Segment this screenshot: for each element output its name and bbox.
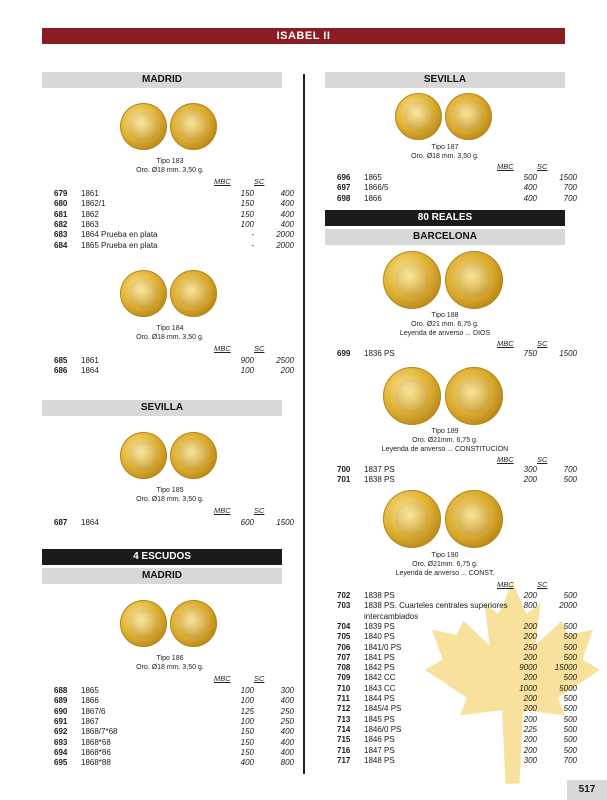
- table-row: [54, 716, 294, 727]
- cell-v1: -: [251, 240, 254, 250]
- table-row: [337, 601, 577, 611]
- cell-v1: 100: [240, 366, 254, 376]
- cell-v2: 500: [563, 694, 577, 703]
- cell-v2: 500: [563, 591, 577, 600]
- cell-v2: 1500: [276, 518, 294, 527]
- cell-desc: 1865: [364, 173, 382, 182]
- cell-v1: 400: [523, 193, 537, 203]
- cell-num: 707: [337, 652, 351, 662]
- table-row: [337, 724, 577, 735]
- cell-desc: 1836 PS: [364, 349, 395, 358]
- cell-desc: 1866: [364, 193, 382, 203]
- cell-v2: 500: [563, 632, 577, 642]
- cell-v2: 500: [563, 735, 577, 745]
- cell-num: 700: [337, 465, 351, 474]
- page-number: 517: [567, 780, 607, 800]
- cell-num: 691: [54, 716, 68, 726]
- tipo-spec: Oro. Ø18 mm. 3,50 g.: [136, 496, 204, 503]
- denomination-bar-80-reales: 80 REALES: [325, 210, 565, 226]
- cell-desc: 1842 PS: [364, 663, 395, 673]
- cell-v1: 800: [523, 601, 537, 611]
- cell-v1: 150: [240, 189, 254, 198]
- table-row: [54, 747, 294, 758]
- table-row: [337, 683, 577, 694]
- coin-caption-187: [375, 143, 515, 161]
- cell-desc: 1866/5: [364, 183, 389, 193]
- coin-caption-186: [100, 654, 240, 672]
- cell-v1: 100: [240, 219, 254, 229]
- cell-v1: 225: [523, 724, 537, 734]
- cell-v1: 250: [523, 642, 537, 652]
- col-header-mbc: MBC: [497, 580, 514, 589]
- cell-v1: 300: [523, 465, 537, 474]
- cell-num: 679: [54, 189, 68, 198]
- coin-caption-184: [100, 324, 240, 342]
- table-row: [54, 356, 294, 366]
- coin-image-tipo-190: [383, 490, 508, 550]
- cell-v2: 400: [280, 189, 294, 198]
- coin-reverse: [445, 93, 492, 140]
- section-title-bar: ISABEL II: [42, 28, 565, 44]
- cell-num: 712: [337, 704, 351, 714]
- col-header-mbc: MBC: [214, 344, 231, 353]
- cell-desc: 1861: [81, 189, 99, 198]
- col-header-sc: SC: [537, 455, 548, 464]
- cell-num: 697: [337, 183, 351, 193]
- table-row: [337, 735, 577, 745]
- cell-v2: 15000: [554, 663, 577, 673]
- cell-num: 706: [337, 642, 351, 652]
- cell-num: 715: [337, 735, 351, 745]
- table-row: [337, 193, 577, 204]
- tipo-legend: Leyenda de anverso ... CONST.: [395, 570, 495, 577]
- col-header-sc: SC: [254, 177, 265, 186]
- cell-v1: 200: [523, 652, 537, 662]
- coin-image-tipo-184: [120, 270, 220, 330]
- table-row: [337, 612, 567, 622]
- cell-desc: 1847 PS: [364, 745, 395, 755]
- cell-v1: 200: [523, 735, 537, 745]
- cell-desc: 1867/6: [81, 706, 106, 716]
- coin-caption-189: [365, 427, 525, 454]
- coin-image-tipo-186: [120, 600, 220, 660]
- cell-v1: 150: [240, 737, 254, 747]
- cell-v2: 500: [563, 714, 577, 724]
- tipo-label: Tipo 186: [156, 655, 184, 662]
- cell-num: 686: [54, 366, 68, 376]
- cell-v1: 100: [240, 686, 254, 695]
- cell-desc: 1864: [81, 366, 99, 376]
- coin-obverse: [395, 93, 442, 140]
- cell-num: 703: [337, 601, 351, 611]
- cell-v2: 500: [563, 475, 577, 485]
- cell-desc: 1843 CC: [364, 683, 396, 693]
- cell-num: 710: [337, 683, 351, 693]
- table-row: [337, 663, 577, 673]
- cell-v2: 500: [563, 704, 577, 714]
- coin-reverse: [170, 103, 217, 150]
- cell-desc: intercambiados: [364, 611, 419, 621]
- cell-v2: 300: [280, 686, 294, 695]
- tipo-spec: Oro. Ø21mm. 6,75 g.: [412, 437, 478, 444]
- mint-bar-sevilla: SEVILLA: [42, 400, 282, 416]
- cell-num: 699: [337, 349, 351, 358]
- cell-v1: 200: [523, 632, 537, 642]
- table-row: [337, 465, 577, 475]
- tipo-spec: Oro. Ø18 mm. 3,50 g.: [411, 153, 479, 160]
- table-row: [54, 758, 294, 768]
- cell-v1: 9000: [519, 663, 537, 673]
- table-row: [54, 696, 294, 706]
- coin-image-tipo-189: [383, 367, 508, 427]
- table-row: [337, 349, 577, 359]
- cell-num: 687: [54, 518, 68, 527]
- col-header-mbc: MBC: [497, 339, 514, 348]
- table-row: [54, 727, 294, 737]
- cell-v1: 150: [240, 199, 254, 209]
- table-row: [337, 183, 577, 193]
- table-row: [337, 694, 577, 704]
- table-row: [54, 199, 294, 209]
- table-row: [337, 591, 577, 601]
- cell-desc: 1864: [81, 518, 99, 527]
- cell-v2: 400: [280, 696, 294, 706]
- cell-num: 704: [337, 621, 351, 631]
- coin-obverse: [120, 600, 167, 647]
- tipo-label: Tipo 185: [156, 487, 184, 494]
- cell-v2: 400: [280, 727, 294, 737]
- cell-desc: 1862: [81, 209, 99, 219]
- table-row: [337, 475, 577, 485]
- col-header-sc: SC: [537, 339, 548, 348]
- tipo-label: Tipo 188: [431, 312, 459, 319]
- cell-v1: 200: [523, 621, 537, 631]
- cell-desc: 1865: [81, 686, 99, 695]
- mint-bar-sevilla-right: SEVILLA: [325, 72, 565, 88]
- cell-desc: 1866: [81, 696, 99, 706]
- table-row: [337, 714, 577, 725]
- tipo-label: Tipo 183: [156, 158, 184, 165]
- coin-reverse: [170, 432, 217, 479]
- coin-obverse: [120, 270, 167, 317]
- cell-num: 695: [54, 758, 68, 768]
- coin-reverse: [445, 367, 503, 425]
- col-header-sc: SC: [254, 344, 265, 353]
- table-row: [54, 209, 294, 220]
- cell-num: 705: [337, 632, 351, 642]
- cell-num: 681: [54, 209, 68, 219]
- mint-bar-madrid: MADRID: [42, 72, 282, 88]
- tipo-label: Tipo 189: [431, 428, 459, 435]
- table-row: [54, 686, 294, 696]
- tipo-spec: Oro. Ø18 mm. 3,50 g.: [136, 664, 204, 671]
- cell-v2: 500: [563, 642, 577, 652]
- cell-v1: 400: [523, 183, 537, 193]
- cell-desc: 1868*68: [81, 737, 111, 747]
- coin-reverse: [170, 270, 217, 317]
- coin-caption-185: [100, 486, 240, 504]
- cell-v1: 150: [240, 727, 254, 737]
- col-header-sc: SC: [254, 674, 265, 683]
- cell-num: 696: [337, 173, 351, 182]
- cell-v2: 250: [280, 716, 294, 726]
- cell-v2: 400: [280, 209, 294, 219]
- col-header-sc: SC: [537, 162, 548, 171]
- column-divider: [303, 74, 305, 774]
- cell-desc: 1867: [81, 716, 99, 726]
- cell-num: 683: [54, 230, 68, 240]
- table-row: [337, 704, 577, 714]
- cell-v1: 750: [523, 349, 537, 358]
- coin-obverse: [383, 367, 441, 425]
- table-row: [54, 706, 294, 717]
- table-row: [337, 632, 577, 642]
- cell-v2: 200: [280, 366, 294, 376]
- cell-desc: 1845 PS: [364, 714, 395, 724]
- table-row: [54, 230, 294, 240]
- cell-num: 711: [337, 694, 350, 703]
- cell-num: 702: [337, 591, 351, 600]
- table-row: [54, 737, 294, 748]
- cell-v2: 700: [563, 755, 577, 765]
- cell-desc: 1838 PS: [364, 475, 395, 485]
- cell-v2: 700: [563, 183, 577, 193]
- cell-num: 713: [337, 714, 351, 724]
- cell-v2: 500: [563, 652, 577, 662]
- cell-v2: 500: [563, 745, 577, 755]
- cell-desc: 1841 PS: [364, 652, 395, 662]
- tipo-spec: Oro. Ø21mm. 6,75 g.: [412, 561, 478, 568]
- cell-desc: 1868*86: [81, 747, 111, 757]
- cell-desc: 1842 CC: [364, 673, 396, 683]
- cell-desc: 1868/7*68: [81, 727, 118, 737]
- cell-v1: 200: [523, 704, 537, 714]
- cell-v1: -: [251, 230, 254, 240]
- cell-num: 708: [337, 663, 351, 673]
- mint-bar-barcelona: BARCELONA: [325, 229, 565, 245]
- cell-v2: 2000: [276, 240, 294, 250]
- cell-v2: 400: [280, 737, 294, 747]
- table-row: [337, 642, 577, 653]
- cell-v1: 200: [523, 694, 537, 703]
- table-row: [337, 673, 577, 683]
- cell-desc: 1864 Prueba en plata: [81, 230, 158, 240]
- denomination-bar-4-escudos: 4 ESCUDOS: [42, 549, 282, 565]
- coin-obverse: [383, 251, 441, 309]
- cell-desc: 1841/0 PS: [364, 642, 402, 652]
- tipo-label: Tipo 190: [431, 552, 459, 559]
- table-row: [337, 621, 577, 632]
- table-row: [337, 652, 577, 663]
- cell-num: 688: [54, 686, 68, 695]
- cell-v2: 400: [280, 219, 294, 229]
- col-header-mbc: MBC: [214, 674, 231, 683]
- cell-desc: 1844 PS: [364, 694, 395, 703]
- coin-caption-190: [365, 551, 525, 578]
- cell-num: 680: [54, 199, 68, 209]
- col-header-mbc: MBC: [214, 506, 231, 515]
- cell-num: 698: [337, 193, 351, 203]
- cell-v1: 1000: [519, 683, 537, 693]
- coin-reverse: [170, 600, 217, 647]
- table-row: [54, 366, 294, 376]
- cell-desc: 1848 PS: [364, 755, 395, 765]
- cell-v2: 2000: [559, 601, 577, 611]
- cell-v1: 600: [240, 518, 254, 527]
- cell-v2: 400: [280, 199, 294, 209]
- cell-v2: 2000: [276, 230, 294, 240]
- cell-num: 692: [54, 727, 68, 737]
- cell-v2: 700: [563, 193, 577, 203]
- table-row: [337, 173, 577, 183]
- cell-desc: 1868*88: [81, 758, 111, 768]
- cell-desc: 1839 PS: [364, 621, 395, 631]
- coin-reverse: [445, 490, 503, 548]
- cell-v2: 500: [563, 621, 577, 631]
- cell-desc: 1861: [81, 356, 99, 365]
- cell-v1: 200: [523, 714, 537, 724]
- cell-num: 685: [54, 356, 68, 365]
- col-header-mbc: MBC: [214, 177, 231, 186]
- coin-caption-188: [365, 311, 525, 338]
- tipo-label: Tipo 187: [431, 144, 459, 151]
- cell-num: 709: [337, 673, 351, 683]
- cell-v2: 2500: [276, 356, 294, 365]
- tipo-spec: Oro. Ø18 mm. 3,50 g.: [136, 334, 204, 341]
- cell-v1: 100: [240, 696, 254, 706]
- cell-num: 690: [54, 706, 68, 716]
- mint-bar-madrid-escudos: MADRID: [42, 568, 282, 584]
- cell-v2: 500: [563, 724, 577, 734]
- table-row: [337, 745, 577, 756]
- cell-v2: 250: [280, 706, 294, 716]
- tipo-legend: Leyenda de anverso ... DIOS: [399, 330, 491, 337]
- cell-desc: 1865 Prueba en plata: [81, 240, 158, 250]
- cell-v2: 1500: [559, 349, 577, 358]
- cell-desc: 1838 PS. Cuarteles centrales superiores: [364, 601, 508, 611]
- cell-v1: 200: [523, 673, 537, 683]
- table-row: [54, 219, 294, 230]
- cell-num: 694: [54, 747, 68, 757]
- cell-desc: 1846/0 PS: [364, 724, 402, 734]
- coin-caption-183: [100, 157, 240, 175]
- cell-num: 717: [337, 755, 351, 765]
- cell-v1: 400: [240, 758, 254, 768]
- cell-v1: 200: [523, 745, 537, 755]
- cell-v1: 200: [523, 475, 537, 485]
- table-row: [54, 518, 294, 528]
- coin-image-tipo-188: [383, 251, 508, 311]
- col-header-mbc: MBC: [497, 455, 514, 464]
- cell-num: 689: [54, 696, 68, 706]
- cell-num: 714: [337, 724, 351, 734]
- coin-image-tipo-183: [120, 103, 220, 163]
- table-row: [337, 755, 577, 766]
- cell-num: 684: [54, 240, 68, 250]
- tipo-label: Tipo 184: [156, 325, 184, 332]
- cell-num: 716: [337, 745, 351, 755]
- tipo-spec: Oro. Ø18 mm. 3,50 g.: [136, 167, 204, 174]
- coin-obverse: [383, 490, 441, 548]
- cell-v1: 150: [240, 209, 254, 219]
- tipo-spec: Oro. Ø21 mm. 6,75 g.: [411, 321, 479, 328]
- cell-v2: 500: [563, 673, 577, 683]
- table-row: [54, 189, 294, 199]
- cell-desc: 1862/1: [81, 199, 106, 209]
- cell-v2: 400: [280, 747, 294, 757]
- coin-reverse: [445, 251, 503, 309]
- cell-num: 701: [337, 475, 351, 485]
- cell-v1: 300: [523, 755, 537, 765]
- cell-desc: 1840 PS: [364, 632, 395, 642]
- col-header-sc: SC: [254, 506, 265, 515]
- cell-v1: 125: [240, 706, 254, 716]
- coin-obverse: [120, 432, 167, 479]
- cell-desc: 1846 PS: [364, 735, 395, 745]
- tipo-legend: Leyenda de anverso ... CONSTITUCION: [381, 446, 509, 453]
- coin-image-tipo-185: [120, 432, 220, 492]
- cell-v2: 800: [280, 758, 294, 768]
- coin-obverse: [120, 103, 167, 150]
- col-header-sc: SC: [537, 580, 548, 589]
- cell-v1: 500: [523, 173, 537, 182]
- cell-desc: 1845/4 PS: [364, 704, 402, 714]
- cell-v2: 5000: [559, 683, 577, 693]
- cell-v1: 150: [240, 747, 254, 757]
- cell-v1: 200: [523, 591, 537, 600]
- cell-desc: 1863: [81, 219, 99, 229]
- cell-desc: 1837 PS: [364, 465, 395, 474]
- col-header-mbc: MBC: [497, 162, 514, 171]
- cell-num: 693: [54, 737, 68, 747]
- table-row: [54, 240, 294, 251]
- cell-v1: 900: [240, 356, 254, 365]
- cell-desc: 1838 PS: [364, 591, 395, 600]
- cell-v2: 1500: [559, 173, 577, 182]
- cell-num: 682: [54, 219, 68, 229]
- cell-v1: 100: [240, 716, 254, 726]
- cell-v2: 700: [563, 465, 577, 474]
